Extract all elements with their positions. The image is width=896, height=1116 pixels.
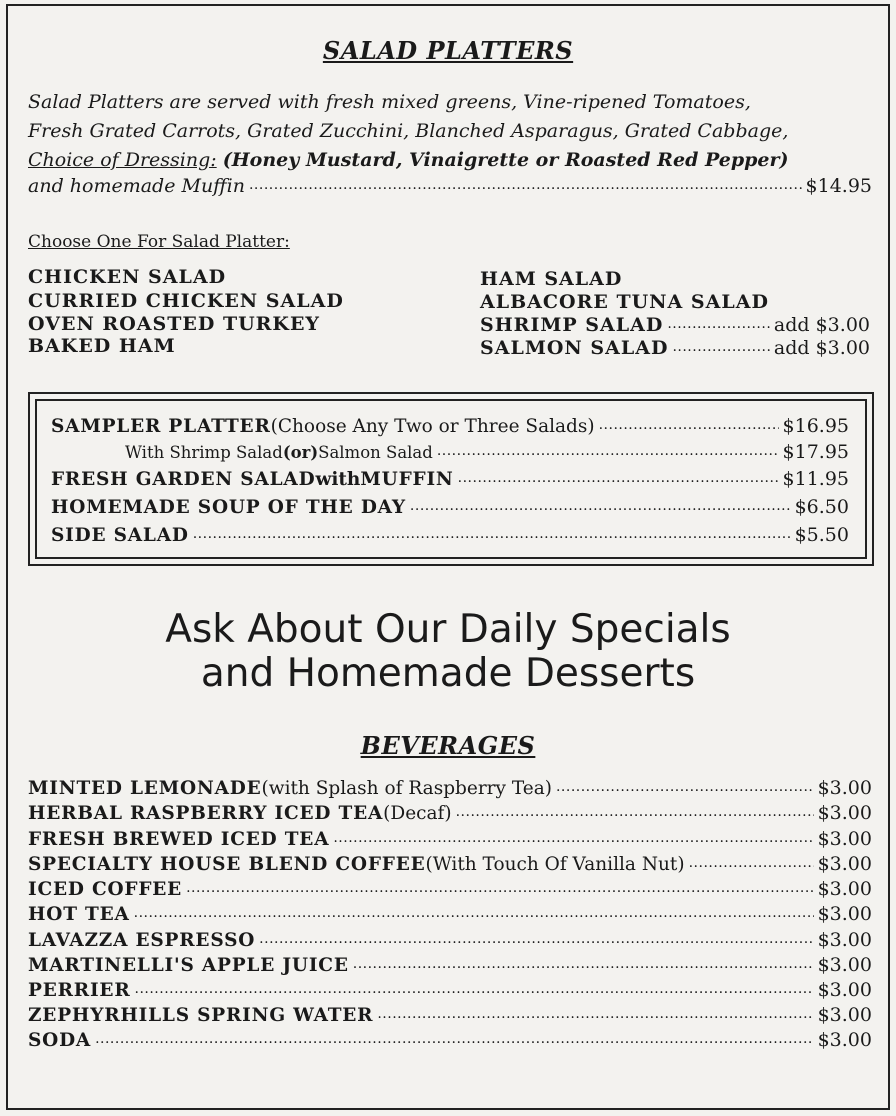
salad-option: SHRIMP SALAD	[480, 314, 664, 336]
beverage-price: $3.00	[817, 777, 872, 799]
dot-leader	[458, 466, 779, 487]
beverage-name: PERRIER	[28, 980, 131, 1001]
salad-option: OVEN ROASTED TURKEY	[28, 313, 320, 335]
beverage-name: MARTINELLI'S APPLE JUICE	[28, 955, 349, 976]
dot-leader	[556, 775, 814, 796]
menu-item-desc: with	[315, 469, 361, 490]
menu-item-name: SAMPLER PLATTER	[51, 416, 271, 437]
beverage-price: $3.00	[817, 828, 872, 850]
beverage-name: SODA	[28, 1030, 92, 1051]
dot-leader	[672, 334, 769, 356]
beverage-desc: (with Splash of Raspberry Tea)	[261, 778, 552, 799]
salad-option: ALBACORE TUNA SALAD	[480, 291, 769, 313]
salad-dressing-line	[28, 146, 789, 175]
dot-leader	[259, 927, 813, 948]
beverage-row	[28, 979, 872, 1001]
menu-item-row	[51, 415, 849, 437]
dot-leader	[410, 494, 791, 515]
menu-item-desc-bold: (or)	[282, 443, 319, 462]
specials-line2: and Homemade Desserts	[200, 651, 696, 696]
beverage-row	[28, 802, 872, 824]
beverage-name: FRESH BREWED ICED TEA	[28, 829, 330, 850]
salad-platter-price-row	[28, 175, 872, 197]
dot-leader	[135, 977, 814, 998]
beverage-row	[28, 929, 872, 951]
dot-leader	[437, 440, 779, 459]
menu-item-price: $11.95	[782, 468, 849, 490]
choose-salad-label: Choose One For Salad Platter:	[28, 232, 290, 252]
dressing-label: Choice of Dressing:	[28, 149, 217, 171]
menu-item-name-suffix: MUFFIN	[360, 469, 454, 490]
menu-item-name: FRESH GARDEN SALAD	[51, 469, 316, 490]
beverage-row	[28, 1004, 872, 1026]
dot-leader	[193, 522, 791, 543]
dot-leader	[599, 413, 779, 434]
beverage-price: $3.00	[817, 979, 872, 1001]
beverage-price: $3.00	[817, 853, 872, 875]
salad-option-surcharge: add $3.00	[773, 337, 870, 359]
dot-leader	[377, 1002, 813, 1023]
beverage-name: ZEPHYRHILLS SPRING WATER	[28, 1005, 374, 1026]
beverage-name: HERBAL RASPBERRY ICED TEA	[28, 803, 384, 824]
salad-intro-line1: Salad Platters are served with fresh mixed greens, Vine-ripened Tomatoes,	[28, 91, 751, 113]
beverage-row	[28, 1029, 872, 1051]
salad-intro-line4: and homemade Muffin	[28, 175, 245, 197]
dot-leader	[186, 876, 814, 897]
beverage-price: $3.00	[817, 1004, 872, 1026]
dot-leader	[456, 800, 814, 821]
beverage-row	[28, 903, 872, 925]
salad-option: CURRIED CHICKEN SALAD	[28, 290, 344, 312]
beverage-price: $3.00	[817, 802, 872, 824]
beverage-price: $3.00	[817, 929, 872, 951]
beverage-desc: (With Touch Of Vanilla Nut)	[425, 854, 685, 875]
beverage-name: LAVAZZA ESPRESSO	[28, 930, 256, 951]
beverage-price: $3.00	[817, 1029, 872, 1051]
salad-option-surcharge: add $3.00	[773, 314, 870, 336]
dot-leader	[667, 311, 770, 333]
dot-leader	[134, 901, 814, 922]
menu-item-desc: With Shrimp Salad	[125, 443, 283, 462]
beverage-price: $3.00	[817, 903, 872, 925]
salad-platter-price: $14.95	[805, 175, 872, 197]
beverage-name: MINTED LEMONADE	[28, 778, 262, 799]
beverage-row	[28, 853, 872, 875]
dot-leader	[333, 826, 813, 847]
beverage-row	[28, 777, 872, 799]
menu-item-desc: (Choose Any Two or Three Salads)	[270, 416, 595, 437]
dot-leader	[95, 1027, 814, 1048]
beverage-name: HOT TEA	[28, 904, 130, 925]
menu-item-row	[51, 496, 849, 518]
beverage-row	[28, 954, 872, 976]
menu-item-row	[51, 441, 849, 463]
dot-leader	[353, 952, 814, 973]
beverage-row	[28, 878, 872, 900]
menu-item-desc: Salmon Salad	[318, 443, 433, 462]
salad-option-row	[480, 314, 870, 336]
beverage-desc: (Decaf)	[383, 803, 452, 824]
beverage-name: ICED COFFEE	[28, 879, 183, 900]
specials-line1: Ask About Our Daily Specials	[165, 607, 731, 652]
menu-item-row	[51, 468, 849, 490]
menu-item-name: HOMEMADE SOUP OF THE DAY	[51, 497, 406, 518]
menu-item-price: $6.50	[794, 496, 849, 518]
salad-intro-line2: Fresh Grated Carrots, Grated Zucchini, Blanched Asparagus, Grated Cabbage,	[28, 120, 789, 142]
beverage-price: $3.00	[817, 878, 872, 900]
salad-option-row	[480, 337, 870, 359]
beverage-name: SPECIALTY HOUSE BLEND COFFEE	[28, 854, 426, 875]
menu-item-name: SIDE SALAD	[51, 525, 189, 546]
menu-item-price: $17.95	[782, 441, 849, 463]
salad-option: BAKED HAM	[28, 335, 176, 357]
salad-option: CHICKEN SALAD	[28, 266, 227, 288]
beverage-row	[28, 828, 872, 850]
dressing-options: (Honey Mustard, Vinaigrette or Roasted Red Pepper)	[222, 149, 789, 171]
beverage-price: $3.00	[817, 954, 872, 976]
dot-leader	[689, 851, 814, 872]
dot-leader	[249, 172, 802, 194]
menu-item-row	[51, 524, 849, 546]
salad-platters-title: SALAD PLATTERS	[322, 36, 574, 65]
salad-option: HAM SALAD	[480, 268, 623, 290]
menu-item-price: $5.50	[794, 524, 849, 546]
menu-item-price: $16.95	[782, 415, 849, 437]
beverages-title: BEVERAGES	[360, 731, 536, 760]
salad-option: SALMON SALAD	[480, 337, 669, 359]
